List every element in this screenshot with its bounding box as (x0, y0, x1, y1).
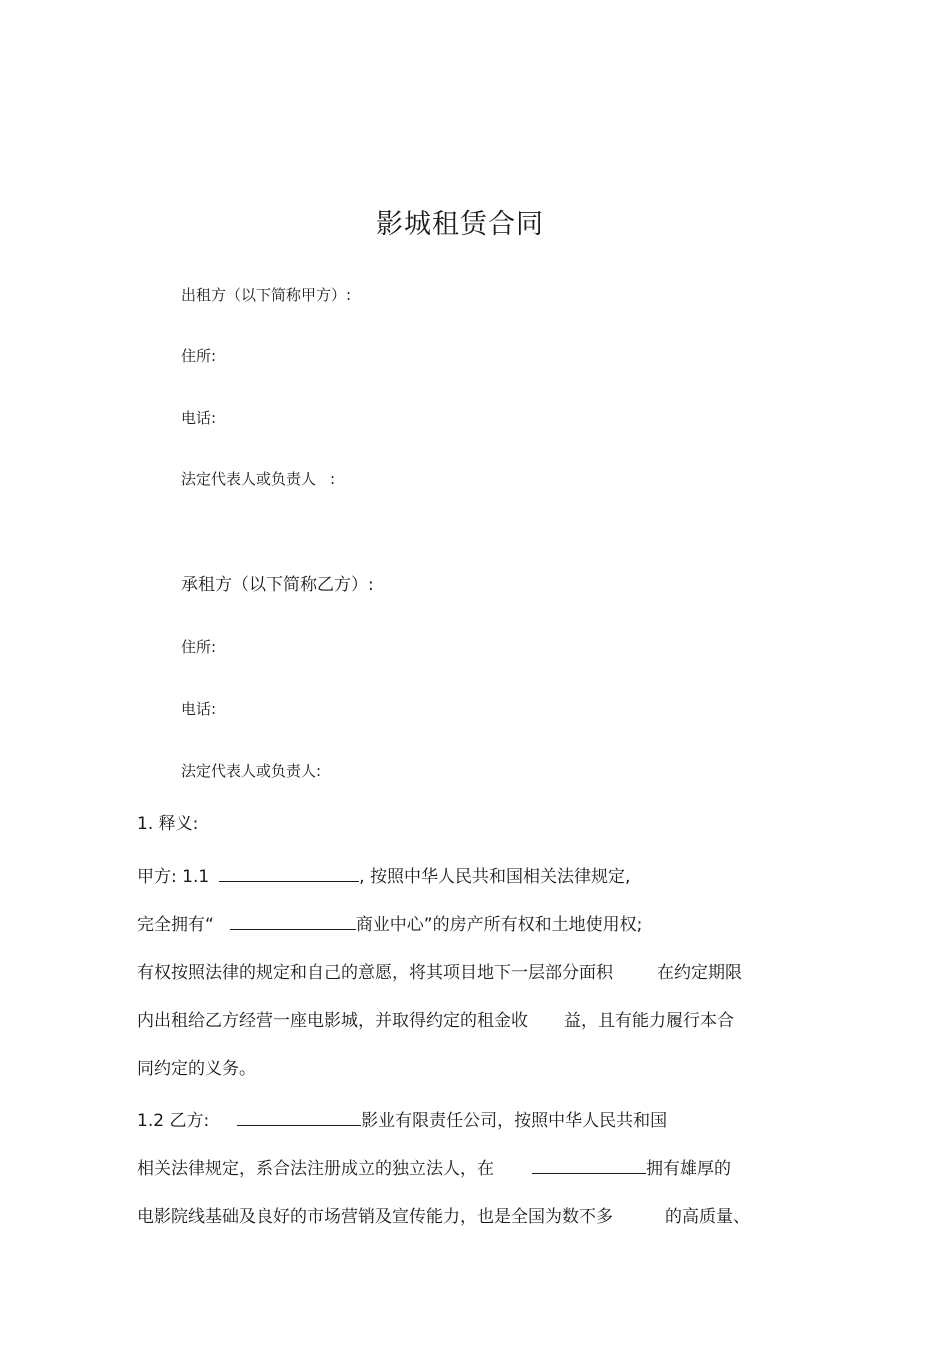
lessor-heading: 出租方（以下简称甲方）: (181, 286, 352, 304)
paragraph-1-2-line-2 (137, 1154, 731, 1179)
lessor-rep-colon: : (330, 470, 336, 488)
lessor-rep-line (181, 468, 335, 489)
p7-text-a: 相关法律规定，系合法注册成立的独立法人，在 (137, 1159, 494, 1179)
document-title: 影城租赁合同 (376, 209, 544, 240)
p1-text: , 按照中华人民共和国相关法律规定, (359, 867, 631, 887)
paragraph-1-1-line-3 (137, 958, 742, 983)
p3-text-a: 有权按照法律的规定和自己的意愿，将其项目地下一层部分面积 (137, 963, 613, 983)
paragraph-1-1-line-4 (137, 1006, 734, 1031)
paragraph-1-1-line-2 (137, 910, 642, 935)
p4-text-b: 益，且有能力履行本合 (564, 1011, 734, 1031)
lessor-phone-label: 电话: (181, 409, 217, 427)
blank-line (219, 863, 359, 882)
lessor-address-label: 住所: (181, 347, 217, 365)
paragraph-1-2-line-3 (137, 1202, 750, 1227)
p6-prefix: 1.2 乙方: (137, 1111, 210, 1131)
p2-text: 商业中心”的房产所有权和土地使用权; (355, 915, 643, 935)
lessee-phone-label: 电话: (181, 700, 217, 718)
p7-text-b: 拥有雄厚的 (646, 1159, 731, 1179)
blank-line (532, 1155, 646, 1174)
p8-text-b: 的高质量、 (665, 1207, 750, 1227)
lessee-rep-label: 法定代表人或负责人: (181, 762, 322, 780)
p1-prefix: 甲方: 1.1 (137, 867, 210, 887)
p4-text-a: 内出租给乙方经营一座电影城，并取得约定的租金收 (137, 1011, 528, 1031)
paragraph-1-1-line-1 (137, 862, 630, 887)
p8-text-a: 电影院线基础及良好的市场营销及宣传能力，也是全国为数不多 (137, 1207, 613, 1227)
paragraph-1-1-line-5: 同约定的义务。 (137, 1059, 256, 1079)
paragraph-1-2-line-1 (137, 1106, 667, 1131)
lessor-rep-label: 法定代表人或负责人 (181, 470, 317, 488)
lessee-address-label: 住所: (181, 638, 217, 656)
p6-text: 影业有限责任公司，按照中华人民共和国 (361, 1111, 668, 1131)
lessee-heading: 承租方（以下简称乙方）: (181, 575, 374, 595)
section-1-heading: 1. 释义: (137, 814, 199, 834)
blank-line (230, 911, 356, 930)
blank-line (237, 1107, 361, 1126)
p3-text-b: 在约定期限 (657, 963, 742, 983)
p2-prefix: 完全拥有“ (137, 915, 214, 935)
